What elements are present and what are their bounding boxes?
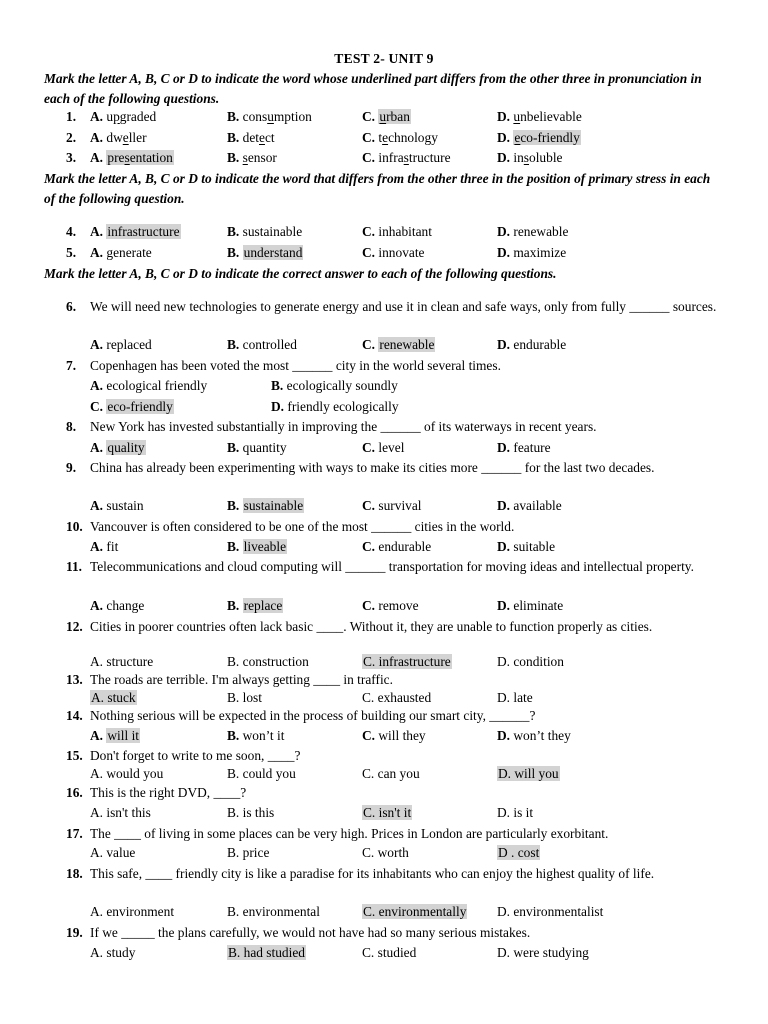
option-letter: D. xyxy=(497,224,511,239)
question-14 xyxy=(0,707,768,725)
question-2 xyxy=(0,129,768,147)
option-d[interactable]: D. late xyxy=(497,690,533,705)
option-c[interactable] xyxy=(362,538,431,556)
question-stem: Cities in poorer countries often lack basic ____. Without it, they are unable to function properly as cities. xyxy=(90,619,653,634)
instruction-correct-answer: Mark the letter A, B, C or D to indicate the correct answer to each of the following questions. xyxy=(44,266,557,281)
option-text: feature xyxy=(513,440,551,455)
option-c[interactable]: C. can you xyxy=(362,766,420,781)
option-a[interactable]: A. value xyxy=(90,845,136,860)
answer-highlight: D . cost xyxy=(498,845,540,860)
question-number: 13. xyxy=(66,672,83,687)
option-c[interactable]: C. studied xyxy=(362,945,417,960)
option-letter: B. xyxy=(227,245,240,260)
option-a[interactable]: A. structure xyxy=(90,654,154,669)
question-stem: The ____ of living in some places can be very high. Prices in London are particularly exorbitant. xyxy=(90,826,609,841)
option-letter: B. xyxy=(227,337,240,352)
option-text: level xyxy=(378,440,405,455)
question-stem: Nothing serious will be expected in the process of building our smart city, ______? xyxy=(90,708,536,723)
option-c[interactable] xyxy=(362,653,452,671)
option-text: renewable xyxy=(513,224,569,239)
question-4 xyxy=(0,223,768,241)
option-text: ecologically soundly xyxy=(286,378,398,393)
option-letter: C. xyxy=(362,245,376,260)
option-b[interactable]: B. is this xyxy=(227,805,275,820)
option-letter: D. xyxy=(497,440,511,455)
option-b[interactable] xyxy=(227,439,287,457)
option-d[interactable]: D. were studying xyxy=(497,945,589,960)
option-b[interactable]: B. environmental xyxy=(227,904,320,919)
question-stem: Don't forget to write to me soon, ____? xyxy=(90,748,301,763)
option-a[interactable] xyxy=(90,538,118,556)
option-letter: D. xyxy=(497,130,511,145)
option-d[interactable] xyxy=(497,727,571,745)
option-a[interactable] xyxy=(90,497,144,515)
option-text: sustainable xyxy=(242,224,303,239)
question-number: 6. xyxy=(66,299,77,314)
answer-highlight: B. had studied xyxy=(228,945,305,960)
option-a[interactable] xyxy=(90,336,152,354)
question-number: 18. xyxy=(66,866,83,881)
option-c[interactable] xyxy=(362,727,426,745)
option-letter: A. xyxy=(90,498,104,513)
option-a[interactable] xyxy=(90,689,137,707)
option-letter: A. xyxy=(90,224,104,239)
option-letter: B. xyxy=(227,224,240,239)
option-b[interactable] xyxy=(227,944,306,962)
option-text: endurable xyxy=(513,337,567,352)
option-text: maximize xyxy=(513,245,567,260)
option-letter: A. xyxy=(90,728,104,743)
option-text: remove xyxy=(378,598,419,613)
option-b[interactable]: B. price xyxy=(227,845,270,860)
question-11 xyxy=(0,558,768,594)
question-number: 1. xyxy=(66,109,77,124)
option-letter: C. xyxy=(362,598,376,613)
option-d[interactable] xyxy=(497,844,540,862)
option-letter: B. xyxy=(271,378,284,393)
option-letter: D. xyxy=(497,539,511,554)
question-stem: Copenhagen has been voted the most ______ city in the world several times. xyxy=(90,358,501,373)
answer-highlight: quality xyxy=(107,440,145,455)
question-number: 4. xyxy=(66,224,77,239)
option-a[interactable] xyxy=(90,727,140,745)
question-number: 14. xyxy=(66,708,83,723)
option-letter: B. xyxy=(227,440,240,455)
option-d[interactable] xyxy=(497,223,568,241)
question-7-options-ab xyxy=(0,377,768,395)
option-text: change xyxy=(106,598,145,613)
answer-highlight: replace xyxy=(243,598,283,613)
option-text: controlled xyxy=(242,337,297,352)
option-d[interactable] xyxy=(497,244,566,262)
option-text: available xyxy=(513,498,562,513)
question-stem: The roads are terrible. I'm always getting ____ in traffic. xyxy=(90,672,393,687)
question-13-options xyxy=(0,689,768,707)
option-b[interactable]: B. consumption xyxy=(227,109,312,124)
option-letter: D. xyxy=(497,245,511,260)
option-letter: C. xyxy=(90,399,104,414)
answer-highlight: C. environmentally xyxy=(363,904,467,919)
option-c[interactable] xyxy=(362,439,404,457)
question-19-options xyxy=(0,944,768,962)
option-letter: A. xyxy=(90,440,104,455)
answer-highlight: liveable xyxy=(243,539,287,554)
question-number: 11. xyxy=(66,559,82,574)
option-text: suitable xyxy=(513,539,556,554)
option-letter: C. xyxy=(362,440,376,455)
option-text: inhabitant xyxy=(378,224,432,239)
option-letter: D. xyxy=(497,337,511,352)
question-16-options xyxy=(0,804,768,822)
option-c[interactable] xyxy=(362,903,467,921)
question-6 xyxy=(0,298,768,334)
question-10-options xyxy=(0,538,768,556)
option-text: quantity xyxy=(242,440,287,455)
answer-highlight: eco-friendly xyxy=(107,399,173,414)
question-18-options xyxy=(0,903,768,921)
question-number: 7. xyxy=(66,358,77,373)
option-letter: A. xyxy=(90,539,104,554)
answer-highlight: sustainable xyxy=(243,498,304,513)
option-letter: C. xyxy=(362,150,376,165)
question-number: 3. xyxy=(66,150,77,165)
answer-highlight: urban xyxy=(379,109,410,124)
question-7 xyxy=(0,357,768,375)
option-letter: A. xyxy=(90,378,104,393)
option-letter: B. xyxy=(227,728,240,743)
option-b[interactable] xyxy=(227,223,302,241)
option-d[interactable]: D. unbelievable xyxy=(497,109,582,124)
option-c[interactable]: C. exhausted xyxy=(362,690,432,705)
question-8-options xyxy=(0,439,768,457)
question-number: 5. xyxy=(66,245,77,260)
question-14-options xyxy=(0,727,768,745)
question-stem: We will need new technologies to generate energy and use it in clean and safe ways, only from fully ______ sources. xyxy=(90,299,717,314)
answer-highlight: C. isn't it xyxy=(363,805,412,820)
option-c[interactable]: C. worth xyxy=(362,845,409,860)
question-number: 9. xyxy=(66,460,77,475)
option-text: ecological friendly xyxy=(106,378,208,393)
option-letter: C. xyxy=(362,498,376,513)
option-b[interactable] xyxy=(227,244,303,262)
option-letter: C. xyxy=(362,728,376,743)
question-12-options xyxy=(0,653,768,671)
question-15-options xyxy=(0,765,768,783)
question-17-options xyxy=(0,844,768,862)
option-letter: A. xyxy=(90,109,104,124)
option-text: innovate xyxy=(378,245,425,260)
answer-highlight: A. stuck xyxy=(91,690,136,705)
option-c[interactable]: C. infrastructure xyxy=(362,150,451,165)
option-letter: C. xyxy=(362,130,376,145)
option-b[interactable] xyxy=(227,336,297,354)
option-letter: D. xyxy=(271,399,285,414)
option-letter: A. xyxy=(90,130,104,145)
question-8 xyxy=(0,418,768,436)
option-d[interactable] xyxy=(497,538,555,556)
question-stem: If we _____ the plans carefully, we would not have had so many serious mistakes. xyxy=(90,925,531,940)
option-text: friendly ecologically xyxy=(287,399,399,414)
option-letter: B. xyxy=(227,598,240,613)
question-3 xyxy=(0,149,768,167)
option-letter: D. xyxy=(497,150,511,165)
option-c[interactable] xyxy=(362,804,412,822)
option-letter: B. xyxy=(227,539,240,554)
question-19 xyxy=(0,924,768,942)
option-text: eliminate xyxy=(513,598,564,613)
option-d[interactable] xyxy=(497,765,560,783)
option-text: won’t it xyxy=(242,728,285,743)
instruction-pronunciation: Mark the letter A, B, C or D to indicate the word whose underlined part differs from the other three in pronunciation in each of the following questions. xyxy=(44,71,702,106)
option-a[interactable]: A. isn't this xyxy=(90,805,151,820)
question-stem: This is the right DVD, ____? xyxy=(90,785,247,800)
option-b[interactable]: B. detect xyxy=(227,130,275,145)
option-c[interactable]: C. technology xyxy=(362,130,438,145)
option-letter: A. xyxy=(90,245,104,260)
question-stem: This safe, ____ friendly city is like a paradise for its inhabitants who can enjoy the highest quality of life. xyxy=(90,866,655,881)
option-a[interactable] xyxy=(90,377,207,395)
option-letter: A. xyxy=(90,150,104,165)
question-stem: Telecommunications and cloud computing will ______ transportation for moving ideas and intellectual property. xyxy=(90,559,694,574)
option-b[interactable] xyxy=(227,538,287,556)
question-5 xyxy=(0,244,768,262)
question-number: 16. xyxy=(66,785,83,800)
question-number: 19. xyxy=(66,925,83,940)
option-letter: C. xyxy=(362,337,376,352)
option-d[interactable]: D. is it xyxy=(497,805,534,820)
question-number: 15. xyxy=(66,748,83,763)
option-d[interactable] xyxy=(497,336,566,354)
question-stem: China has already been experimenting with ways to make its cities more ______ for the last two decades. xyxy=(90,460,655,475)
option-letter: D. xyxy=(497,498,511,513)
option-c[interactable] xyxy=(90,398,174,416)
option-c[interactable] xyxy=(362,108,411,126)
answer-highlight: presentation xyxy=(107,150,173,165)
option-b[interactable] xyxy=(227,497,304,515)
option-c[interactable] xyxy=(362,597,419,615)
option-text: replaced xyxy=(106,337,152,352)
option-a[interactable]: A. environment xyxy=(90,904,175,919)
question-12 xyxy=(0,618,768,654)
option-letter: C. xyxy=(362,224,376,239)
answer-highlight: renewable xyxy=(379,337,435,352)
page-title: TEST 2- UNIT 9 xyxy=(334,51,434,66)
option-d[interactable] xyxy=(497,129,581,147)
option-d[interactable] xyxy=(271,398,399,416)
option-text: sustain xyxy=(106,498,144,513)
option-a[interactable] xyxy=(90,597,144,615)
option-letter: C. xyxy=(362,539,376,554)
question-10 xyxy=(0,518,768,536)
option-b[interactable] xyxy=(227,597,283,615)
option-c[interactable] xyxy=(362,497,422,515)
option-letter: B. xyxy=(227,109,240,124)
option-letter: C. xyxy=(362,109,376,124)
question-number: 2. xyxy=(66,130,77,145)
option-d[interactable] xyxy=(497,439,551,457)
option-b[interactable]: B. sensor xyxy=(227,150,277,165)
option-letter: D. xyxy=(497,728,511,743)
question-11-options xyxy=(0,597,768,615)
option-a[interactable]: A. upgraded xyxy=(90,109,157,124)
option-b[interactable] xyxy=(271,377,398,395)
answer-highlight: will it xyxy=(107,728,140,743)
option-a[interactable] xyxy=(90,149,174,167)
question-13 xyxy=(0,671,768,689)
question-15 xyxy=(0,747,768,765)
answer-highlight: eco-friendly xyxy=(514,130,580,145)
question-17 xyxy=(0,825,768,843)
option-text: endurable xyxy=(378,539,432,554)
question-9 xyxy=(0,459,768,495)
answer-highlight: understand xyxy=(243,245,303,260)
question-stem: Vancouver is often considered to be one of the most ______ cities in the world. xyxy=(90,519,515,534)
option-letter: D. xyxy=(497,598,511,613)
option-letter: B. xyxy=(227,498,240,513)
option-text: fit xyxy=(106,539,119,554)
instruction-stress: Mark the letter A, B, C or D to indicate the word that differs from the other three in the position of primary stress in each of the following question. xyxy=(44,171,711,206)
option-b[interactable]: B. lost xyxy=(227,690,262,705)
question-16 xyxy=(0,784,768,802)
option-b[interactable]: B. could you xyxy=(227,766,296,781)
question-number: 10. xyxy=(66,519,83,534)
option-letter: B. xyxy=(227,150,240,165)
answer-highlight: infrastructure xyxy=(107,224,180,239)
option-a[interactable]: A. study xyxy=(90,945,136,960)
question-6-options xyxy=(0,336,768,354)
option-c[interactable] xyxy=(362,336,435,354)
question-number: 8. xyxy=(66,419,77,434)
option-a[interactable]: A. dweller xyxy=(90,130,147,145)
question-number: 12. xyxy=(66,619,83,634)
question-1 xyxy=(0,108,768,126)
question-stem: New York has invested substantially in improving the ______ of its waterways in recent years. xyxy=(90,419,597,434)
question-7-options-cd xyxy=(0,398,768,416)
option-c[interactable] xyxy=(362,223,432,241)
option-letter: A. xyxy=(90,598,104,613)
option-a[interactable] xyxy=(90,223,181,241)
answer-highlight: C. infrastructure xyxy=(363,654,451,669)
option-letter: D. xyxy=(497,109,511,124)
option-a[interactable] xyxy=(90,439,146,457)
option-text: won’t they xyxy=(513,728,571,743)
answer-highlight: D. will you xyxy=(498,766,559,781)
option-letter: B. xyxy=(227,130,240,145)
option-d[interactable]: D. insoluble xyxy=(497,150,563,165)
question-number: 17. xyxy=(66,826,83,841)
option-letter: A. xyxy=(90,337,104,352)
option-d[interactable] xyxy=(497,497,562,515)
option-b[interactable] xyxy=(227,727,284,745)
question-18 xyxy=(0,865,768,901)
option-b[interactable]: B. construction xyxy=(227,654,309,669)
option-text: generate xyxy=(106,245,152,260)
option-text: will they xyxy=(378,728,426,743)
option-text: survival xyxy=(378,498,422,513)
option-d[interactable] xyxy=(497,597,563,615)
question-9-options xyxy=(0,497,768,515)
option-a[interactable] xyxy=(90,244,152,262)
option-d[interactable]: D. environmentalist xyxy=(497,904,604,919)
option-a[interactable]: A. would you xyxy=(90,766,164,781)
option-d[interactable]: D. condition xyxy=(497,654,564,669)
option-c[interactable] xyxy=(362,244,425,262)
